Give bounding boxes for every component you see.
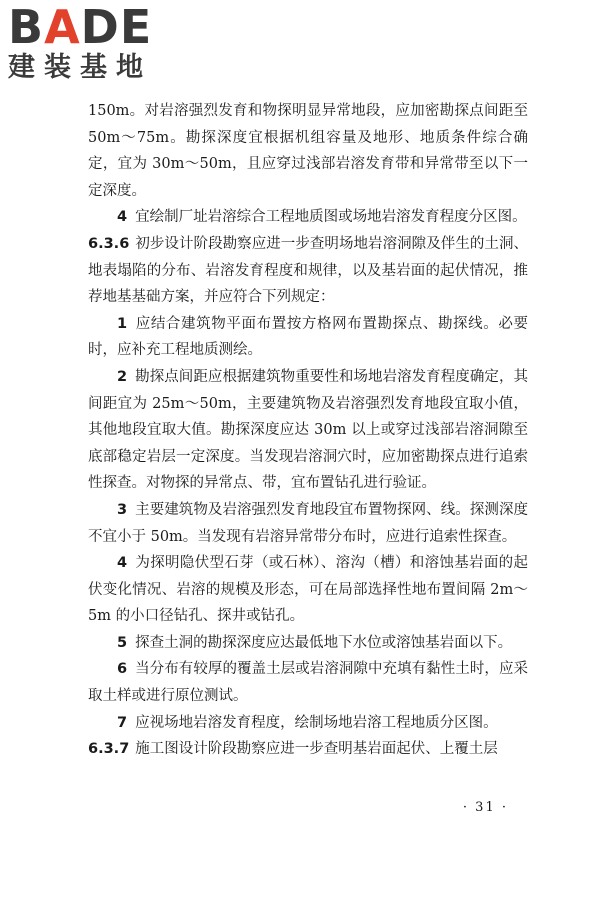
logo-wordmark: BADE (8, 0, 153, 54)
list-item: 4 为探明隐伏型石芽（或石林）、溶沟（槽）和溶蚀基岩面的起伏变化情况、岩溶的规模及形态，可在局部选择性地布置间隔 2m～5m 的小口径钻孔、探井或钻孔。 (88, 555, 528, 625)
list-item: 6 当分布有较厚的覆盖土层或岩溶洞隙中充填有黏性土时，应采取土样或进行原位测试。 (88, 661, 528, 705)
document-body (88, 98, 528, 763)
list-item: 2 勘探点间距应根据建筑物重要性和场地岩溶发育程度确定，其间距宜为 25m～50m，主要建筑物及岩溶强烈发育地段宜取小值，其他地段宜取大值。勘探深度应达 30m 以上或穿过浅部岩溶洞隙至底部稳定岩层一定深度。当发现岩溶洞穴时，应加密勘探点进行追索性探查。对物探的异常点、带，宜布置钻孔进行验证。 (88, 368, 528, 492)
list-item: 4 宜绘制厂址岩溶综合工程地质图或场地岩溶发育程度分区图。 (117, 209, 527, 226)
section-paragraph: 6.3.7 施工图设计阶段勘察应进一步查明基岩面起伏、上覆土层 (88, 741, 498, 758)
list-item: 5 探查土洞的勘探深度应达最低地下水位或溶蚀基岩面以下。 (117, 634, 513, 651)
section-paragraph: 6.3.6 初步设计阶段勘察应进一步查明场地岩溶洞隙及伴生的土洞、地表塌陷的分布、岩溶发育程度和规律，以及基岩面的起伏情况，推荐地基基础方案，并应符合下列规定： (88, 235, 528, 306)
list-item: 3 主要建筑物及岩溶强烈发育地段宜布置物探网、线。探测深度不宜小于 50m。当发现有岩溶异常带分布时，应进行追索性探查。 (88, 501, 528, 545)
list-item: 7 应视场地岩溶发育程度，绘制场地岩溶工程地质分区图。 (117, 714, 498, 731)
list-item: 1 应结合建筑物平面布置按方格网布置勘探点、勘探线。必要时，应补充工程地质测绘。 (88, 315, 528, 359)
page-number: · 31 · (462, 800, 508, 815)
paragraph-continued: 150m。对岩溶强烈发育和物探明显异常地段，应加密勘探点间距至 50m～75m。勘探深度宜根据机组容量及地形、地质条件综合确定，宜为 30m～50m，且应穿过浅部岩溶发育带和异常带至以下一定深度。 (88, 103, 528, 199)
bade-logo (8, 0, 188, 94)
logo-subtitle: 建装基地 (8, 52, 152, 83)
